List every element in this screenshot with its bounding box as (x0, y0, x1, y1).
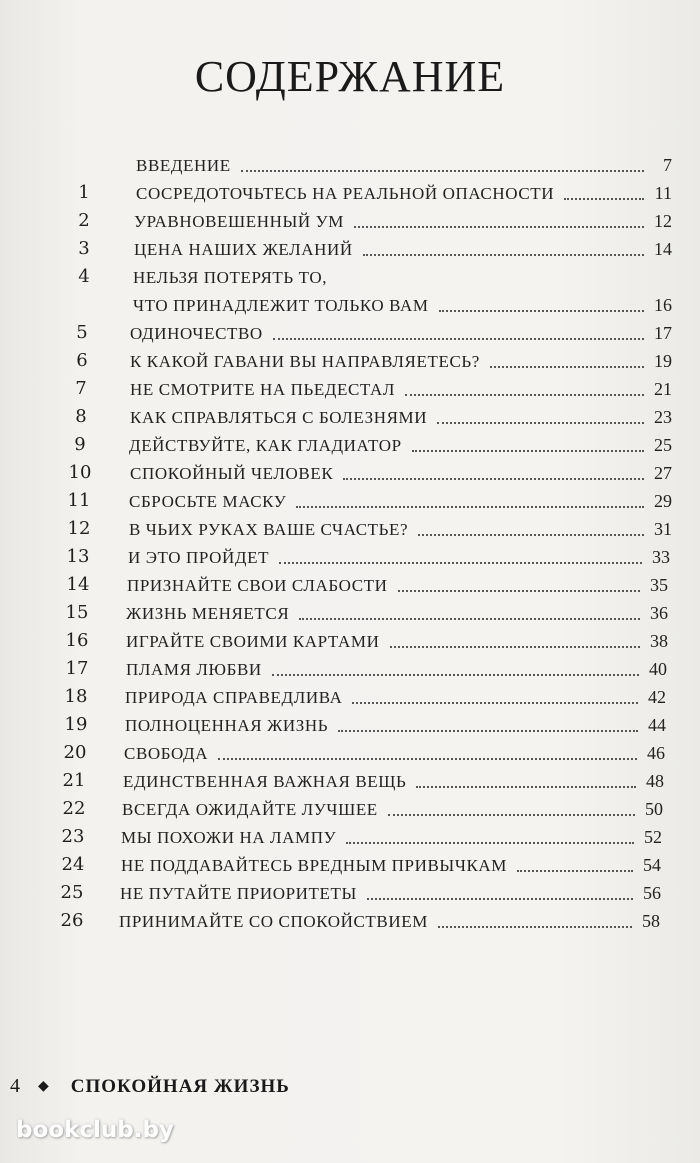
toc-dot-leader (367, 898, 633, 900)
toc-entry-title: ОДИНОЧЕСТВО (130, 324, 263, 343)
toc-entry-title: ПРИЗНАЙТЕ СВОИ СЛАБОСТИ (127, 576, 388, 595)
toc-page-number: 16 (654, 295, 672, 315)
toc-entry[interactable] (128, 542, 670, 570)
toc-entry[interactable] (130, 458, 672, 486)
toc-page-number: 17 (654, 323, 672, 343)
toc-entry[interactable] (125, 710, 666, 738)
toc-dot-leader (438, 926, 632, 928)
toc-entry[interactable] (134, 234, 672, 262)
toc-dot-leader (218, 758, 637, 760)
toc-entry-title: ЕДИНСТВЕННАЯ ВАЖНАЯ ВЕЩЬ (123, 772, 407, 791)
toc-entry[interactable] (133, 290, 672, 318)
toc-entry[interactable] (121, 850, 661, 878)
toc-page-number: 56 (643, 883, 661, 903)
toc-entry[interactable] (126, 598, 668, 626)
toc-page-number: 29 (654, 491, 672, 511)
toc-dot-leader (346, 842, 634, 844)
toc-entry[interactable] (119, 906, 660, 934)
toc-dot-leader (354, 226, 644, 228)
toc-page-number: 25 (654, 435, 672, 455)
toc-page-number: 48 (646, 771, 664, 791)
toc-page-number: 38 (650, 631, 668, 651)
toc-dot-leader (405, 394, 644, 396)
toc-dot-leader (343, 478, 644, 480)
toc-page-number: 19 (654, 351, 672, 371)
toc-entry-title: УРАВНОВЕШЕННЫЙ УМ (134, 212, 344, 231)
toc-entry-title: НЕ СМОТРИТЕ НА ПЬЕДЕСТАЛ (130, 380, 396, 399)
toc-entry[interactable] (126, 654, 667, 682)
toc-entry-title: ПРИНИМАЙТЕ СО СПОКОЙСТВИЕМ (119, 912, 428, 931)
toc-entry-title: СПОКОЙНЫЙ ЧЕЛОВЕК (130, 464, 334, 483)
toc-page-number: 40 (649, 659, 667, 679)
toc-entry-title: МЫ ПОХОЖИ НА ЛАМПУ (121, 828, 337, 847)
toc-page-number: 21 (654, 379, 672, 399)
toc-dot-leader (398, 590, 640, 592)
toc-dot-leader (296, 506, 644, 508)
toc-entry-title: ПРИРОДА СПРАВЕДЛИВА (125, 688, 343, 707)
toc-page-number: 42 (648, 687, 666, 707)
toc-page-number: 7 (663, 155, 672, 175)
watermark: bookclub.by (16, 1117, 174, 1143)
toc-dot-leader (439, 310, 644, 312)
toc-page-number: 46 (647, 743, 665, 763)
toc-entry[interactable] (129, 514, 672, 542)
toc-entry[interactable] (136, 178, 672, 206)
toc-page-number: 27 (654, 463, 672, 483)
toc-dot-leader (352, 702, 638, 704)
toc-page-number: 44 (648, 715, 666, 735)
toc-entry-title: ВВЕДЕНИЕ (136, 156, 231, 175)
toc-entry[interactable] (124, 738, 665, 766)
toc-entry-title: ИГРАЙТЕ СВОИМИ КАРТАМИ (126, 632, 380, 651)
footer-book-title: СПОКОЙНАЯ ЖИЗНЬ (70, 1075, 290, 1097)
toc-entry-title: И ЭТО ПРОЙДЕТ (128, 548, 270, 567)
toc-entry[interactable] (121, 822, 662, 850)
toc-dot-leader (412, 450, 644, 452)
footer-page-number: 4 (10, 1075, 20, 1097)
toc-page-number: 36 (650, 603, 668, 623)
toc-dot-leader (241, 170, 644, 172)
toc-entry[interactable] (130, 402, 672, 430)
toc-entry-line (133, 262, 327, 290)
diamond-icon: ◆ (38, 1079, 49, 1094)
toc-entry[interactable] (129, 486, 672, 514)
toc-entry-title: КАК СПРАВЛЯТЬСЯ С БОЛЕЗНЯМИ (130, 408, 428, 427)
toc-dot-leader (437, 422, 644, 424)
toc-entry[interactable] (122, 794, 663, 822)
toc-entry[interactable] (130, 374, 672, 402)
toc-page-number: 33 (652, 547, 670, 567)
toc-dot-leader (388, 814, 635, 816)
page-title: СОДЕРЖАНИЕ (194, 52, 506, 102)
toc-dot-leader (418, 534, 644, 536)
toc-entry-title: В ЧЬИХ РУКАХ ВАШЕ СЧАСТЬЕ? (129, 520, 409, 539)
toc-entry-title: ЧТО ПРИНАДЛЕЖИТ ТОЛЬКО ВАМ (133, 296, 429, 315)
toc-entry[interactable] (134, 206, 672, 234)
toc-page-number: 35 (650, 575, 668, 595)
toc-entry[interactable] (127, 570, 668, 598)
toc-page-number: 12 (654, 211, 672, 231)
toc-entry-title: ДЕЙСТВУЙТЕ, КАК ГЛАДИАТОР (129, 436, 402, 455)
toc-page-number: 50 (645, 799, 663, 819)
toc-page-number: 58 (642, 911, 660, 931)
toc-entry-title: НЕ ПУТАЙТЕ ПРИОРИТЕТЫ (120, 884, 357, 903)
toc-entry-title: НЕЛЬЗЯ ПОТЕРЯТЬ ТО, (133, 268, 328, 287)
toc-page-number: 52 (644, 827, 662, 847)
toc-page-number: 23 (654, 407, 672, 427)
toc-entry-title: СОСРЕДОТОЧЬТЕСЬ НА РЕАЛЬНОЙ ОПАСНОСТИ (136, 184, 555, 203)
toc-dot-leader (338, 730, 638, 732)
toc-entry-title: К КАКОЙ ГАВАНИ ВЫ НАПРАВЛЯЕТЕСЬ? (130, 352, 480, 371)
toc-entry-title: ВСЕГДА ОЖИДАЙТЕ ЛУЧШЕЕ (122, 800, 378, 819)
toc-dot-leader (363, 254, 644, 256)
toc-entry-title: ЦЕНА НАШИХ ЖЕЛАНИЙ (134, 240, 353, 259)
toc-entry-title: ЖИЗНЬ МЕНЯЕТСЯ (126, 604, 290, 623)
toc-page-number: 31 (654, 519, 672, 539)
toc-entry-title: СВОБОДА (124, 744, 209, 763)
toc-dot-leader (490, 366, 644, 368)
toc-entry[interactable] (120, 878, 661, 906)
toc-dot-leader (299, 618, 640, 620)
toc-entry[interactable] (126, 626, 668, 654)
toc-dot-leader (273, 338, 644, 340)
toc-entry-title: ПЛАМЯ ЛЮБВИ (126, 660, 262, 679)
book-page: СОДЕРЖАНИЕ ВВЕДЕНИЕ 7 1 СОСРЕДОТОЧЬТЕСЬ НА РЕАЛЬНОЙ ОПАСНОСТИ 11 2 УРАВНОВЕШЕННЫЙ УМ 12 3 ЦЕНА НАШИХ ЖЕЛАНИЙ 14 4 НЕЛЬЗЯ ПОТЕРЯТЬ ТО, ЧТО ПРИНАДЛЕЖИТ ТОЛЬКО ВАМ 16 5 ОДИНОЧЕСТВО 17 6 К КАКОЙ ГАВАНИ ВЫ НАПРАВЛЯЕТЕСЬ? 19 7 НЕ СМОТРИТЕ НА ПЬЕДЕСТАЛ 21 8 КАК СПРАВЛЯТЬСЯ С БОЛЕЗНЯМИ 23 9 ДЕЙСТВУЙТЕ, КАК ГЛАДИАТОР 25 10 СПОКОЙНЫЙ ЧЕЛОВЕК 27 11 СБРОСЬТЕ МАСКУ 29 12 В ЧЬИХ РУКАХ ВАШЕ СЧАСТЬЕ? 31 13 И ЭТО ПРОЙДЕТ 33 14 ПРИЗНАЙТЕ СВОИ СЛАБОСТИ 35 15 ЖИЗНЬ МЕНЯЕТСЯ 36 16 ИГРАЙТЕ СВОИМИ КАРТАМИ 38 17 ПЛАМЯ ЛЮБВИ 40 18 ПРИРОДА СПРАВЕДЛИВА 42 19 ПОЛНОЦЕННАЯ ЖИЗНЬ 44 20 СВОБОДА 46 21 ЕДИНСТВЕННАЯ ВАЖНАЯ ВЕЩЬ 48 22 ВСЕГДА ОЖИДАЙТЕ ЛУЧШЕЕ 50 23 МЫ ПОХОЖИ НА ЛАМПУ 52 24 НЕ ПОДДАВАЙТЕСЬ ВРЕДНЫМ ПРИВЫЧКАМ 54 25 НЕ ПУТАЙТЕ ПРИОРИТЕТЫ 56 26 ПРИНИМАЙТЕ СО СПОКОЙСТВИЕМ 58 4 ◆ СПОКОЙНАЯ ЖИЗНЬ bookclub.by (0, 0, 700, 1163)
page-footer (10, 1075, 290, 1098)
toc-entry[interactable] (136, 150, 672, 178)
toc-page-number: 11 (654, 183, 672, 203)
toc-entry[interactable] (130, 318, 672, 346)
toc-entry[interactable] (125, 682, 666, 710)
toc-dot-leader (279, 562, 642, 564)
toc-entry[interactable] (130, 346, 672, 374)
toc-page-number: 54 (643, 855, 661, 875)
toc-entry-title: НЕ ПОДДАВАЙТЕСЬ ВРЕДНЫМ ПРИВЫЧКАМ (121, 856, 508, 875)
toc-dot-leader (517, 870, 633, 872)
toc-entry[interactable] (129, 430, 672, 458)
toc-entry-title: ПОЛНОЦЕННАЯ ЖИЗНЬ (125, 716, 329, 735)
toc-entry-title: СБРОСЬТЕ МАСКУ (129, 492, 287, 511)
toc-dot-leader (416, 786, 636, 788)
toc-dot-leader (564, 198, 644, 200)
toc-page-number: 14 (654, 239, 672, 259)
toc-dot-leader (390, 646, 640, 648)
toc-entry[interactable] (123, 766, 664, 794)
toc-dot-leader (272, 674, 639, 676)
